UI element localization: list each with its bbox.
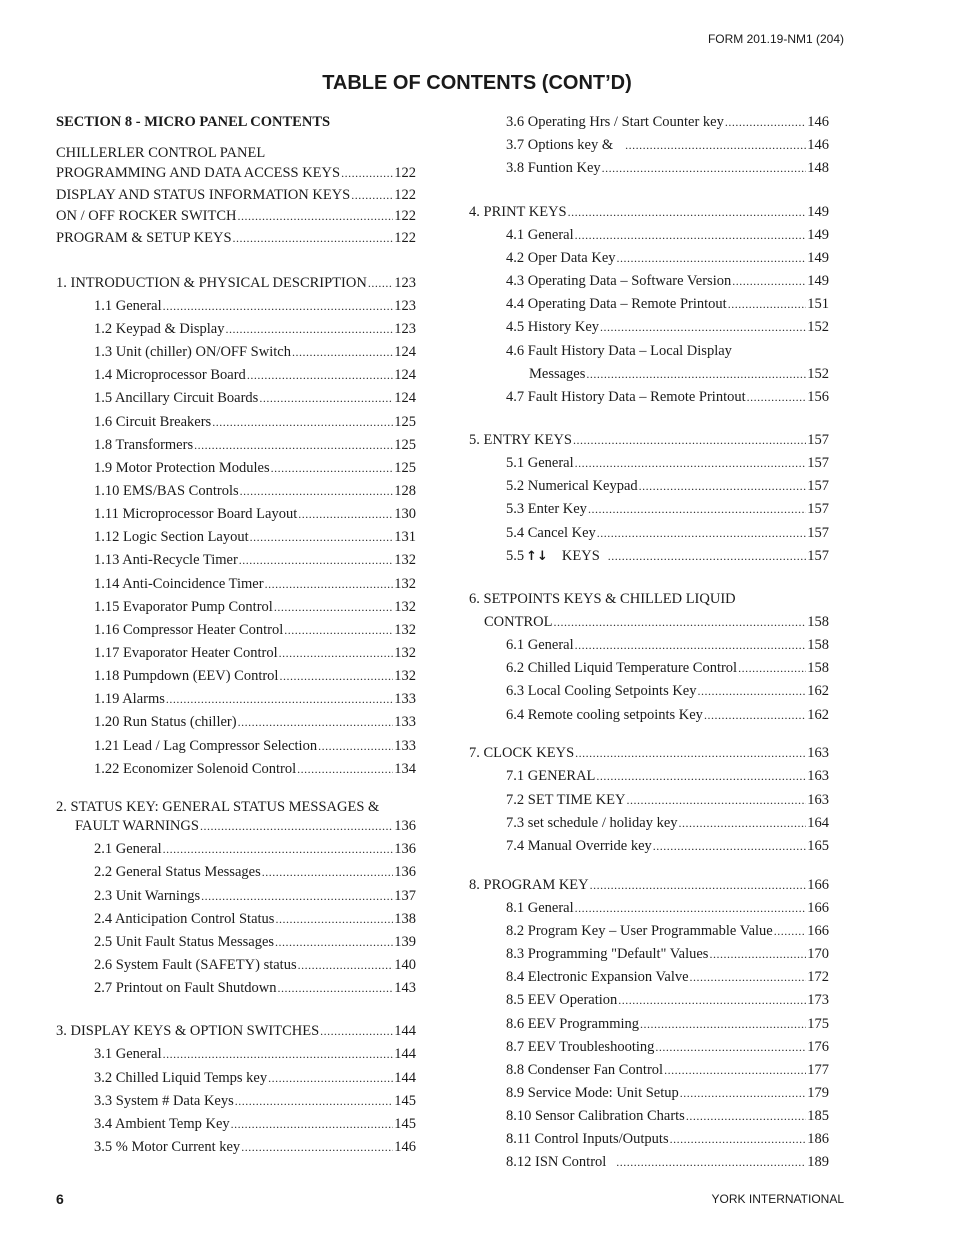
- toc-entry[interactable]: 1.11 Microprocessor Board Layout ..... 130: [94, 504, 416, 524]
- toc-text-line: 2. STATUS KEY: GENERAL STATUS MESSAGES &: [56, 799, 380, 815]
- toc-entry[interactable]: PROGRAMMING AND DATA ACCESS KEYS ..... 122: [56, 163, 416, 183]
- dot-leader: [596, 766, 806, 786]
- toc-entry[interactable]: 8.9 Service Mode: Unit Setup ..... 179: [506, 1083, 829, 1103]
- dot-leader: [679, 813, 807, 833]
- page-title: TABLE OF CONTENTS (CONT’D): [322, 72, 632, 94]
- toc-entry[interactable]: 4.7 Fault History Data – Remote Printout ..... 156: [506, 387, 829, 407]
- toc-entry[interactable]: 2.3 Unit Warnings ..... 137: [94, 886, 416, 906]
- page-number: 6: [56, 1191, 64, 1207]
- toc-entry[interactable]: 4.1 General ..... 149: [506, 225, 829, 245]
- dot-leader: [670, 1129, 807, 1149]
- up-down-arrows-icon: ↑↓: [526, 549, 548, 564]
- dot-leader: [698, 681, 807, 701]
- toc-entry[interactable]: 6.1 General ..... 158: [506, 635, 829, 655]
- dot-leader: [568, 202, 807, 222]
- toc-section-entry[interactable]: 5. ENTRY KEYS ..... 157: [469, 430, 829, 450]
- toc-entry[interactable]: 1.20 Run Status (chiller) ..... 133: [94, 712, 416, 732]
- toc-entry[interactable]: 8.5 EEV Operation ..... 173: [506, 990, 829, 1010]
- dot-leader: [573, 430, 806, 450]
- dot-leader: [732, 271, 806, 291]
- dot-leader: [625, 135, 806, 155]
- toc-entry[interactable]: 6.2 Chilled Liquid Temperature Control ..... 158: [506, 658, 829, 678]
- toc-entry[interactable]: 3.4 Ambient Temp Key ..... 145: [94, 1114, 416, 1134]
- dot-leader: [616, 1152, 806, 1172]
- toc-section-entry[interactable]: 7. CLOCK KEYS ..... 163: [469, 743, 829, 763]
- toc-entry[interactable]: 1.13 Anti-Recycle Timer ..... 132: [94, 550, 416, 570]
- toc-section-entry[interactable]: CONTROL ..... 158: [484, 612, 829, 632]
- toc-section-entry[interactable]: 3. DISPLAY KEYS & OPTION SWITCHES ..... 144: [56, 1021, 416, 1041]
- toc-entry[interactable]: 8.8 Condenser Fan Control ..... 177: [506, 1060, 829, 1080]
- toc-entry[interactable]: 5.2 Numerical Keypad ..... 157: [506, 476, 829, 496]
- toc-section-entry[interactable]: 1. INTRODUCTION & PHYSICAL DESCRIPTION ..... 123: [56, 273, 416, 293]
- toc-entry[interactable]: 5.1 General ..... 157: [506, 453, 829, 473]
- toc-entry[interactable]: 8.7 EEV Troubleshooting ..... 176: [506, 1037, 829, 1057]
- dot-leader: [728, 294, 807, 314]
- toc-entry[interactable]: 8.4 Electronic Expansion Valve ..... 172: [506, 967, 829, 987]
- dot-leader: [653, 836, 806, 856]
- dot-leader: [575, 225, 807, 245]
- toc-entry[interactable]: 3.3 System # Data Keys ..... 145: [94, 1091, 416, 1111]
- toc-entry[interactable]: 2.5 Unit Fault Status Messages ..... 139: [94, 932, 416, 952]
- dot-leader: [575, 635, 807, 655]
- dot-leader: [575, 743, 806, 763]
- dot-leader: [575, 898, 807, 918]
- toc-entry[interactable]: 1.9 Motor Protection Modules ..... 125: [94, 458, 416, 478]
- dot-leader: [586, 364, 806, 384]
- toc-entry[interactable]: 6.3 Local Cooling Setpoints Key ..... 162: [506, 681, 829, 701]
- dot-leader: [774, 921, 807, 941]
- toc-entry[interactable]: 8.12 ISN Control ..... 189: [506, 1152, 829, 1172]
- dot-leader: [588, 499, 806, 519]
- toc-entry[interactable]: 2.2 General Status Messages ..... 136: [94, 862, 416, 882]
- toc-entry[interactable]: 2.1 General ..... 136: [94, 839, 416, 859]
- dot-leader: [738, 658, 806, 678]
- dot-leader: [664, 1060, 806, 1080]
- toc-entry[interactable]: 1.17 Evaporator Heater Control ..... 132: [94, 643, 416, 663]
- toc-entry[interactable]: 4.4 Operating Data – Remote Printout ..... 151: [506, 294, 829, 314]
- toc-entry[interactable]: 1.6 Circuit Breakers ..... 125: [94, 412, 416, 432]
- toc-entry[interactable]: 8.11 Control Inputs/Outputs ..... 186: [506, 1129, 829, 1149]
- toc-entry[interactable]: 3.7 Options key & ..... 146: [506, 135, 829, 155]
- toc-entry[interactable]: 2.6 System Fault (SAFETY) status ..... 140: [94, 955, 416, 975]
- company-name: YORK INTERNATIONAL: [711, 1192, 844, 1206]
- toc-entry[interactable]: 1.19 Alarms ..... 133: [94, 689, 416, 709]
- toc-entry[interactable]: 2.4 Anticipation Control Status ..... 138: [94, 909, 416, 929]
- dot-leader: [655, 1037, 806, 1057]
- toc-section-entry[interactable]: 8. PROGRAM KEY ..... 166: [469, 875, 829, 895]
- toc-section-entry[interactable]: FAULT WARNINGS ..... 136: [75, 816, 416, 836]
- toc-entry[interactable]: 8.10 Sensor Calibration Charts ..... 185: [506, 1106, 829, 1126]
- dot-leader: [553, 612, 806, 632]
- toc-entry[interactable]: PROGRAM & SETUP KEYS ..... 122: [56, 228, 416, 248]
- toc-entry[interactable]: 2.7 Printout on Fault Shutdown ..... 143: [94, 978, 416, 998]
- toc-entry[interactable]: 1.10 EMS/BAS Controls ..... 128: [94, 481, 416, 501]
- toc-entry[interactable]: DISPLAY AND STATUS INFORMATION KEYS ..... 122: [56, 185, 416, 205]
- dot-leader: [618, 990, 806, 1010]
- toc-entry[interactable]: 7.3 set schedule / holiday key ..... 164: [506, 813, 829, 833]
- toc-entry[interactable]: 1.5 Ancillary Circuit Boards ..... 124: [94, 388, 416, 408]
- toc-entry[interactable]: 1.4 Microprocessor Board ..... 124: [94, 365, 416, 385]
- toc-entry[interactable]: 1.18 Pumpdown (EEV) Control ..... 132: [94, 666, 416, 686]
- dot-leader: [575, 453, 807, 473]
- toc-entry[interactable]: 4.5 History Key ..... 152: [506, 317, 829, 337]
- form-number: FORM 201.19-NM1 (204): [707, 32, 844, 46]
- dot-leader: [690, 967, 807, 987]
- toc-entry[interactable]: 1.14 Anti-Coincidence Timer ..... 132: [94, 574, 416, 594]
- toc-entry[interactable]: 8.1 General ..... 166: [506, 898, 829, 918]
- dot-leader: [617, 248, 807, 268]
- toc-entry[interactable]: 8.6 EEV Programming ..... 175: [506, 1014, 829, 1034]
- toc-entry[interactable]: 1.12 Logic Section Layout ..... 131: [94, 527, 416, 547]
- toc-entry[interactable]: 1.3 Unit (chiller) ON/OFF Switch ..... 124: [94, 342, 416, 362]
- dot-leader: [747, 387, 807, 407]
- toc-entry[interactable]: Messages ..... 152: [529, 364, 829, 384]
- dot-leader: [725, 112, 806, 132]
- toc-entry[interactable]: 1.2 Keypad & Display ..... 123: [94, 319, 416, 339]
- toc-entry[interactable]: 1.22 Economizer Solenoid Control ..... 134: [94, 759, 416, 779]
- section-heading: SECTION 8 - MICRO PANEL CONTENTS: [56, 114, 331, 130]
- toc-entry[interactable]: 5.5 ↑↓ KEYS ..... 157: [506, 546, 829, 566]
- toc-entry[interactable]: 3.2 Chilled Liquid Temps key ..... 144: [94, 1068, 416, 1088]
- toc-entry[interactable]: 7.1 GENERAL ..... 163: [506, 766, 829, 786]
- toc-entry[interactable]: 4.3 Operating Data – Software Version ..... 149: [506, 271, 829, 291]
- toc-entry[interactable]: 1.21 Lead / Lag Compressor Selection ..... 133: [94, 736, 416, 756]
- toc-text-line: 4.6 Fault History Data – Local Display: [506, 343, 732, 359]
- toc-entry[interactable]: 6.4 Remote cooling setpoints Key ..... 162: [506, 705, 829, 725]
- toc-entry[interactable]: 5.3 Enter Key ..... 157: [506, 499, 829, 519]
- toc-text-line: CHILLERLER CONTROL PANEL: [56, 145, 266, 161]
- dot-leader: [680, 1083, 806, 1103]
- toc-entry[interactable]: 7.2 SET TIME KEY ..... 163: [506, 790, 829, 810]
- toc-entry[interactable]: 1.8 Transformers ..... 125: [94, 435, 416, 455]
- toc-section-entry[interactable]: 4. PRINT KEYS ..... 149: [469, 202, 829, 222]
- toc-entry[interactable]: 3.6 Operating Hrs / Start Counter key ..... 146: [506, 112, 829, 132]
- dot-leader: [627, 790, 807, 810]
- toc-entry[interactable]: 5.4 Cancel Key ..... 157: [506, 523, 829, 543]
- toc-entry[interactable]: 7.4 Manual Override key ..... 165: [506, 836, 829, 856]
- toc-entry[interactable]: 3.1 General ..... 144: [94, 1044, 416, 1064]
- dot-leader: [639, 476, 807, 496]
- dot-leader: [597, 523, 806, 543]
- toc-entry[interactable]: 1.16 Compressor Heater Control ..... 132: [94, 620, 416, 640]
- dot-leader: [709, 944, 806, 964]
- dot-leader: [590, 875, 807, 895]
- dot-leader: [686, 1106, 806, 1126]
- dot-leader: [600, 317, 806, 337]
- toc-entry[interactable]: 1.1 General ..... 123: [94, 296, 416, 316]
- toc-entry[interactable]: 8.3 Programming "Default" Values ..... 170: [506, 944, 829, 964]
- dot-leader: [602, 158, 807, 178]
- toc-entry[interactable]: ON / OFF ROCKER SWITCH ..... 122: [56, 206, 416, 226]
- dot-leader: [640, 1014, 806, 1034]
- toc-entry[interactable]: 8.2 Program Key – User Programmable Value ..... 166: [506, 921, 829, 941]
- dot-leader: [608, 546, 806, 566]
- toc-entry[interactable]: 4.2 Oper Data Key ..... 149: [506, 248, 829, 268]
- toc-text-line: 6. SETPOINTS KEYS & CHILLED LIQUID: [469, 591, 736, 607]
- toc-entry[interactable]: 3.5 % Motor Current key ..... 146: [94, 1137, 416, 1157]
- toc-entry[interactable]: 3.8 Funtion Key ..... 148: [506, 158, 829, 178]
- toc-entry[interactable]: 1.15 Evaporator Pump Control ..... 132: [94, 597, 416, 617]
- dot-leader: [704, 705, 806, 725]
